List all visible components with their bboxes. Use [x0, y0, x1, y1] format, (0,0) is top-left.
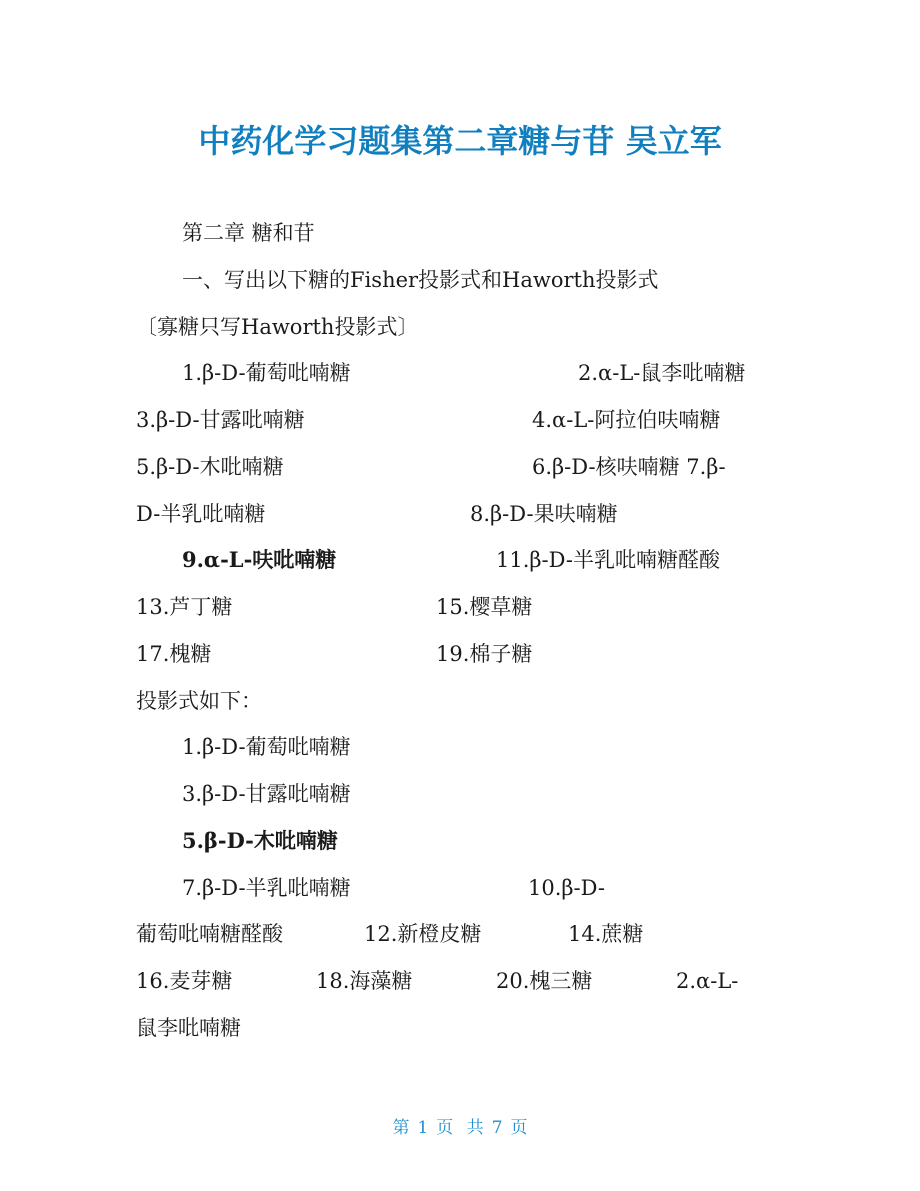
footer-label: 第 [392, 1118, 410, 1138]
list-item: 15.樱草糖 [436, 595, 533, 619]
page-footer [0, 1113, 920, 1138]
list-item: 14.蔗糖 [568, 922, 644, 946]
list-item: 3.β-D-甘露吡喃糖 [182, 782, 351, 806]
list-item: 19.棉子糖 [436, 642, 533, 666]
list-item: 鼠李吡喃糖 [136, 1016, 241, 1040]
list-item: 13.芦丁糖 [136, 595, 233, 619]
list-item: 葡萄吡喃糖醛酸 [136, 922, 283, 946]
list-item: 2.α-L-鼠李吡喃糖 [578, 361, 746, 385]
list-item: 17.槐糖 [136, 642, 212, 666]
list-item: 18.海藻糖 [316, 969, 413, 993]
projection-heading: 投影式如下： [136, 689, 262, 713]
question-1-note: 〔寡糖只写Haworth投影式〕 [136, 315, 419, 339]
page-number: 1 [417, 1118, 429, 1138]
list-item: 5.β-D-木吡喃糖 [136, 455, 284, 479]
list-item: 9.α-L-呋吡喃糖 [182, 547, 337, 572]
list-item: 2.α-L- [676, 969, 739, 993]
list-item: 6.β-D-核呋喃糖 7.β- [532, 455, 726, 479]
list-item: 8.β-D-果呋喃糖 [470, 502, 618, 526]
list-item: D-半乳吡喃糖 [136, 502, 266, 526]
total-pages: 7 [491, 1118, 503, 1138]
chapter-heading: 第二章 糖和苷 [182, 221, 315, 245]
footer-label: 页 [510, 1118, 528, 1138]
footer-label: 页 [436, 1118, 454, 1138]
question-1: 一、写出以下糖的Fisher投影式和Haworth投影式 [182, 268, 659, 292]
list-item: 4.α-L-阿拉伯呋喃糖 [532, 408, 721, 432]
list-item: 11.β-D-半乳吡喃糖醛酸 [496, 548, 720, 572]
page-title: 中药化学习题集第二章糖与苷 吴立军 [198, 122, 722, 160]
list-item: 1.β-D-葡萄吡喃糖 [182, 361, 351, 385]
list-item: 1.β-D-葡萄吡喃糖 [182, 735, 351, 759]
list-item: 10.β-D- [528, 876, 605, 900]
list-item: 16.麦芽糖 [136, 969, 233, 993]
list-item: 20.槐三糖 [496, 969, 593, 993]
list-item: 5.β-D-木吡喃糖 [182, 828, 338, 853]
list-item: 3.β-D-甘露吡喃糖 [136, 408, 305, 432]
list-item: 12.新橙皮糖 [364, 922, 482, 946]
list-item: 7.β-D-半乳吡喃糖 [182, 876, 351, 900]
footer-label: 共 [466, 1118, 484, 1138]
